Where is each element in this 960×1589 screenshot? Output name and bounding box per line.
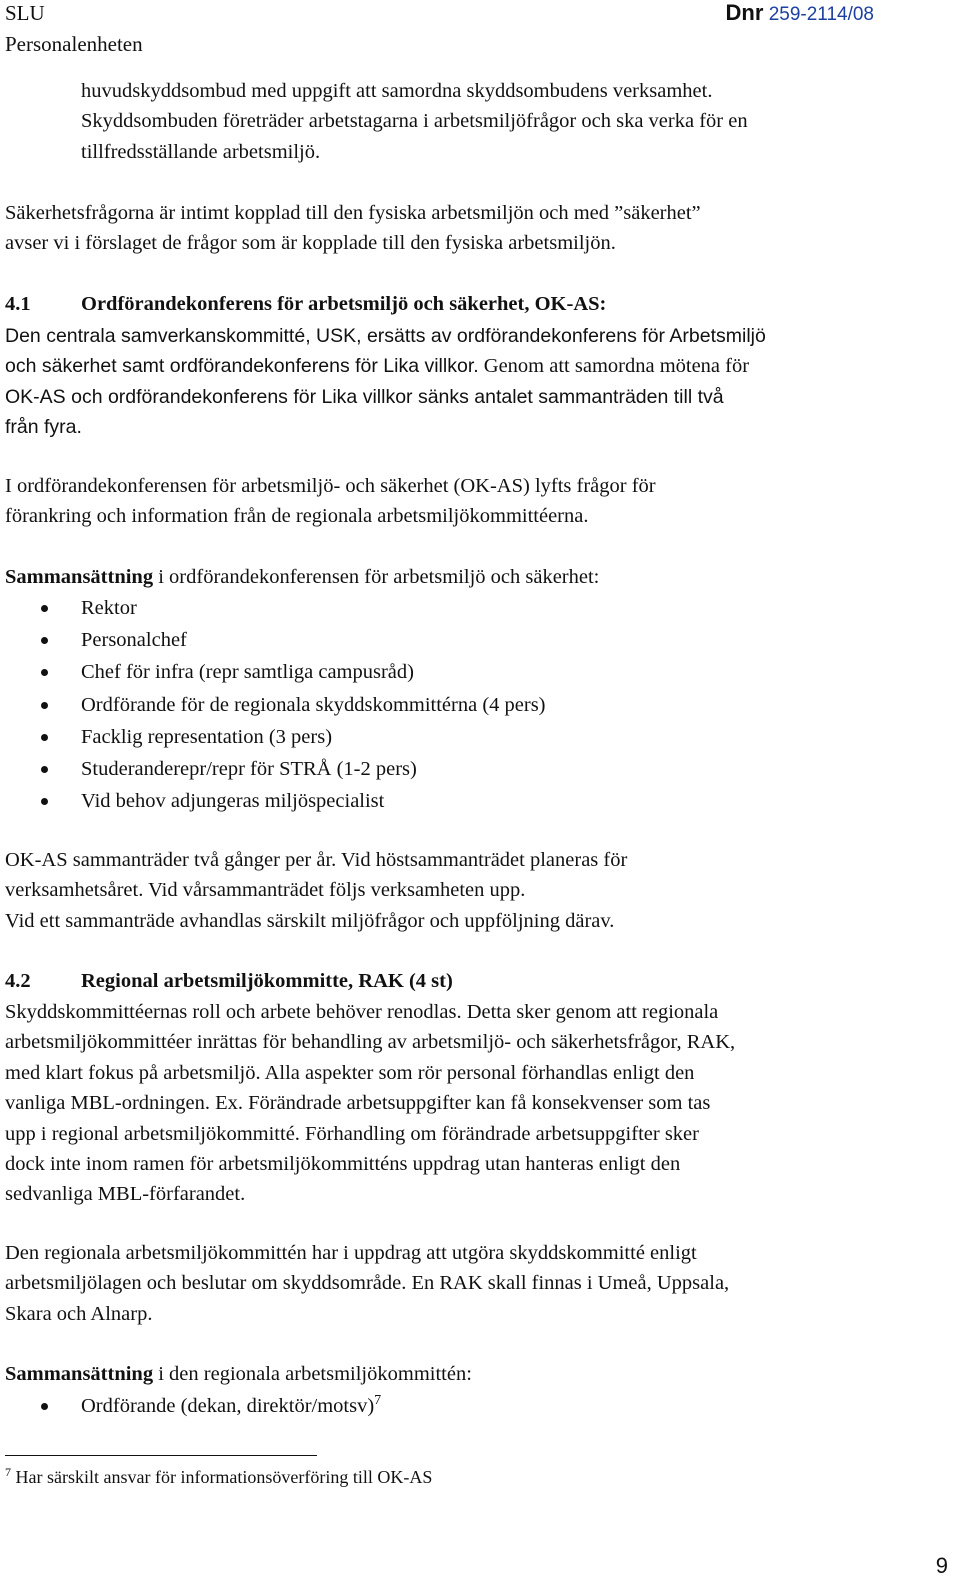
text-line: förankring och information från de regionala arbetsmiljökommittéerna.: [5, 505, 589, 528]
dnr-value: 259-2114/08: [768, 4, 874, 25]
section-heading-4-2: [5, 966, 453, 996]
list-item: Rektor: [5, 592, 546, 624]
intro-paragraph-2: [5, 198, 950, 259]
text-line: Säkerhetsfrågorna är intimt kopplad till den fysiska arbetsmiljön och med ”säkerhet”: [5, 202, 701, 224]
text-line: I ordförandekonferensen för arbetsmiljö- och säkerhet (OK-AS) lyfts frågor för: [5, 475, 656, 497]
list-item: Ordförande (dekan, direktör/motsv)$^7$: [5, 1390, 381, 1422]
footnote: [5, 1465, 432, 1489]
list-item: Ordförande för de regionala skyddskommittérna (4 pers): [5, 689, 546, 721]
text-line: arbetsmiljökommittéer inrättas för behandling av arbetsmiljö- och säkerhetsfrågor, RAK,: [5, 1031, 736, 1054]
section-4-1-member-list: [5, 592, 546, 817]
bullet-icon: [41, 798, 48, 805]
page-number: 9: [935, 1553, 948, 1578]
text-line: upp i regional arbetsmiljökommitté. Förhandling om förändrade arbetsuppgifter sker: [5, 1122, 699, 1145]
footnote-reference[interactable]: 7: [374, 1393, 382, 1409]
header-organization: SLU: [5, 1, 45, 25]
bullet-icon: [41, 637, 48, 644]
bullet-icon: [41, 669, 48, 676]
text-line: Skyddsombuden företräder arbetstagarna i arbetsmiljöfrågor och ska verka för en: [81, 110, 748, 133]
composition-label: Sammansättning: [5, 566, 154, 588]
section-number: 4.2: [5, 970, 31, 992]
footnote-separator: [5, 1455, 317, 1456]
bullet-icon: [41, 766, 48, 773]
text-line: verksamhetsåret. Vid vårsammanträdet följs verksamheten upp.: [5, 879, 526, 902]
list-item: Studeranderepr/repr för STRÅ (1-2 pers): [5, 753, 546, 785]
section-4-2-composition-intro: [5, 1359, 950, 1389]
text-line: från fyra.: [5, 416, 82, 439]
text-line: arbetsmiljölagen och beslutar om skyddsområde. En RAK skall finnas i Umeå, Uppsala,: [5, 1272, 730, 1295]
section-4-2-member-list: [5, 1390, 381, 1422]
section-4-1-paragraph-2: [5, 471, 950, 532]
text-line: Genom att samordna mötena för: [478, 355, 750, 378]
composition-text: i ordförandekonferensen för arbetsmiljö och säkerhet:: [153, 566, 600, 588]
bullet-icon: [41, 605, 48, 612]
text-line: OK-AS och ordförandekonferens för Lika villkor sänks antalet sammanträden till två: [5, 385, 724, 408]
section-4-1-paragraph-1: [5, 321, 950, 443]
text-line: avser vi i förslaget de frågor som är kopplade till den fysiska arbetsmiljön.: [5, 232, 616, 255]
text-line: och säkerhet samt ordförandekonferens för Lika villkor.: [5, 355, 479, 378]
dnr-label: Dnr: [725, 0, 764, 25]
header-dnr: [726, 1, 874, 27]
composition-label: Sammansättning: [5, 1363, 154, 1385]
text-line: OK-AS sammanträder två gånger per år. Vid höstsammanträdet planeras för: [5, 849, 628, 871]
footnote-text: Har särskilt ansvar för informationsöverföring till OK-AS: [15, 1467, 433, 1487]
intro-paragraph-1: [5, 76, 950, 167]
section-heading-4-1: [5, 289, 606, 319]
text-line: Vid ett sammanträde avhandlas särskilt miljöfrågor och uppföljning därav.: [5, 909, 615, 932]
text-line: Den centrala samverkanskommitté, USK, ersätts av ordförandekonferens för Arbetsmiljö: [5, 325, 766, 347]
section-title: Regional arbetsmiljökommitte, RAK (4 st): [81, 970, 453, 992]
bullet-icon: [41, 734, 48, 741]
list-item: Vid behov adjungeras miljöspecialist: [5, 785, 546, 817]
list-item: Facklig representation (3 pers): [5, 721, 546, 753]
bullet-icon: [41, 702, 48, 709]
header-unit: Personalenheten: [5, 32, 143, 56]
bullet-icon: [41, 1403, 48, 1410]
list-item: Chef för infra (repr samtliga campusråd): [5, 656, 546, 688]
text-line: med klart fokus på arbetsmiljö. Alla aspekter som rör personal förhandlas enligt den: [5, 1061, 695, 1084]
text-line: tillfredsställande arbetsmiljö.: [81, 140, 321, 163]
section-4-1-paragraph-3: [5, 845, 950, 936]
composition-text: i den regionala arbetsmiljökommittén:: [153, 1363, 472, 1385]
section-4-1-composition-intro: [5, 562, 950, 592]
section-number: 4.1: [5, 293, 31, 315]
text-line: sedvanliga MBL-förfarandet.: [5, 1183, 246, 1206]
section-title: Ordförandekonferens för arbetsmiljö och säkerhet, OK-AS:: [81, 293, 607, 315]
text-line: dock inte inom ramen för arbetsmiljökommitténs uppdrag utan hanteras enligt den: [5, 1153, 681, 1176]
text-line: Skara och Alnarp.: [5, 1302, 153, 1325]
section-4-2-paragraph-2: [5, 1238, 950, 1329]
text-line: Skyddskommittéernas roll och arbete behöver renodlas. Detta sker genom att regionala: [5, 1001, 719, 1023]
text-line: Den regionala arbetsmiljökommittén har i uppdrag att utgöra skyddskommitté enligt: [5, 1242, 697, 1264]
section-4-2-paragraph-1: [5, 997, 950, 1210]
footnote-number: 7: [5, 1465, 11, 1479]
text-line: huvudskyddsombud med uppgift att samordna skyddsombudens verksamhet.: [81, 80, 713, 102]
list-item: Personalchef: [5, 624, 546, 656]
text-line: vanliga MBL-ordningen. Ex. Förändrade arbetsuppgifter kan få konsekvenser som tas: [5, 1092, 711, 1115]
